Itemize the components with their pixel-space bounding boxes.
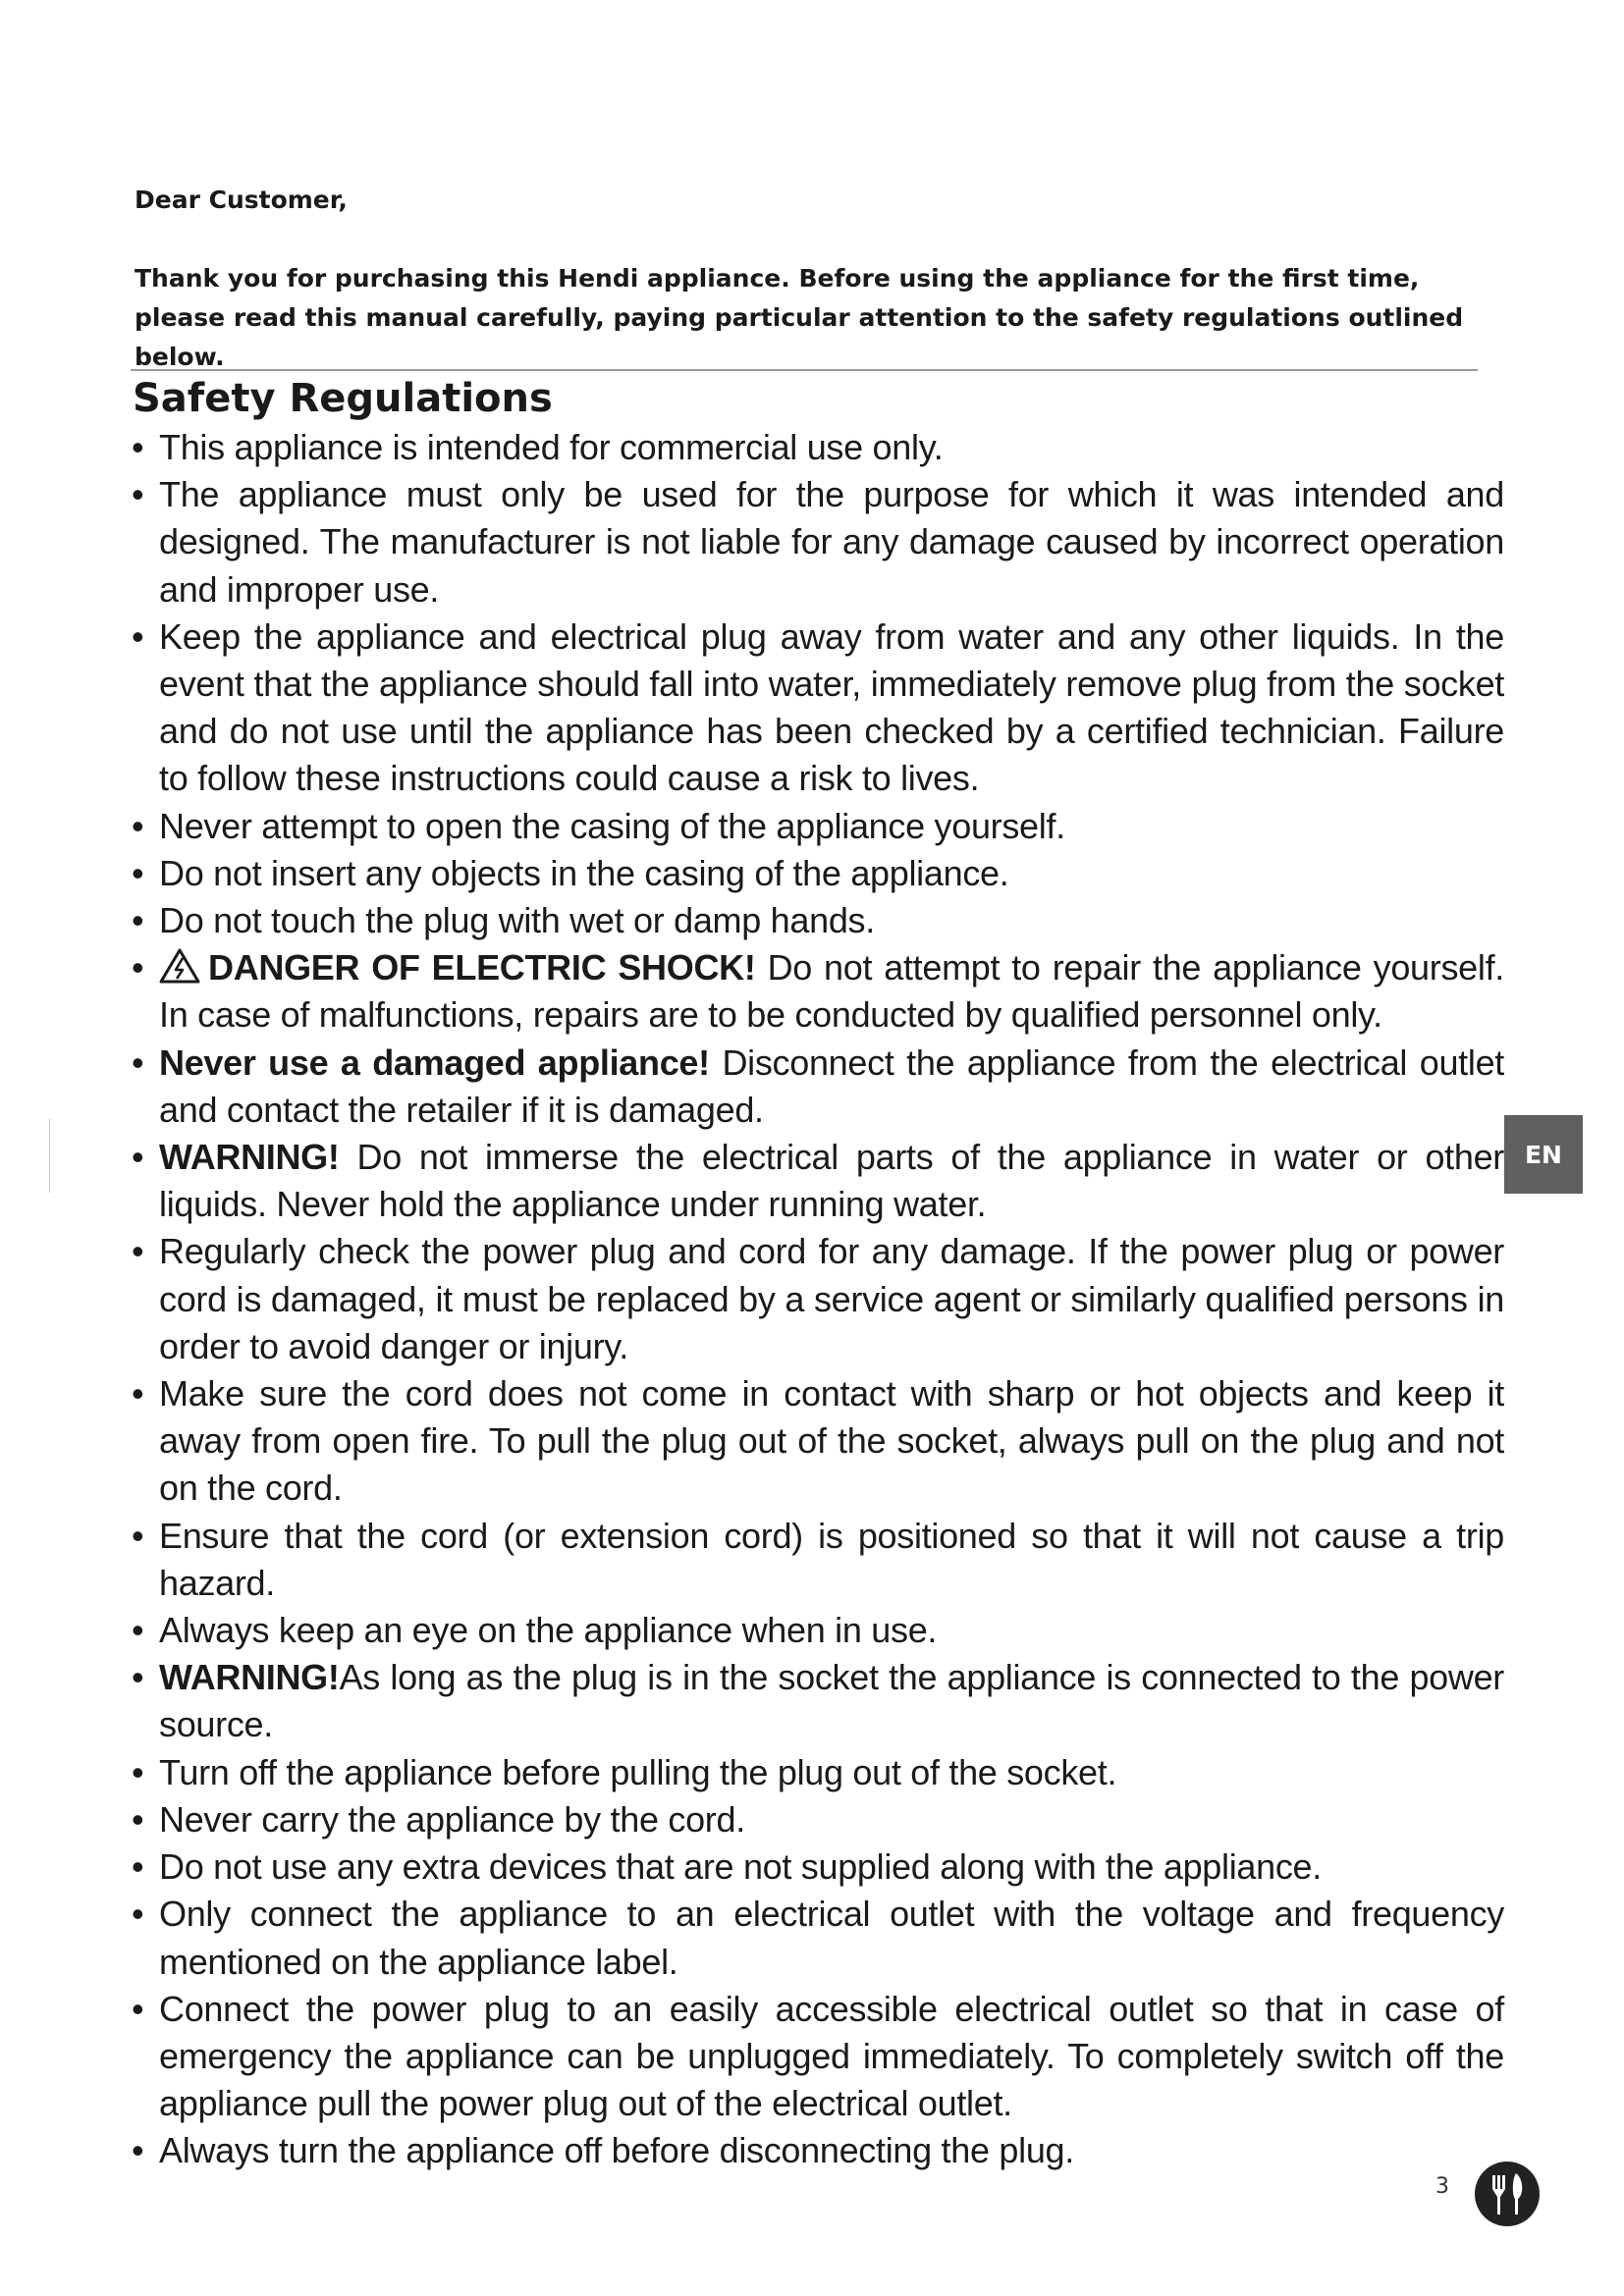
list-item [132, 1370, 1504, 1513]
item-text: Do not insert any objects in the casing of the appliance. [159, 852, 1009, 893]
bullet: • [132, 1231, 144, 1272]
list-item [132, 471, 1504, 614]
bullet: • [132, 947, 144, 988]
greeting: Dear Customer, [135, 186, 348, 214]
bullet: • [132, 1041, 144, 1083]
item-text: Disconnect the appliance from the electrical outlet and contact the retailer if it is damaged. [159, 1041, 1504, 1130]
bullet: • [132, 1798, 144, 1840]
item-lead: WARNING! [159, 1657, 340, 1698]
bullet: • [132, 1846, 144, 1888]
item-text: Always turn the appliance off before disconnecting the plug. [159, 2130, 1074, 2171]
list-item [132, 1843, 1504, 1891]
item-lead: WARNING! [159, 1137, 340, 1178]
list-item [132, 850, 1504, 897]
bullet: • [132, 427, 144, 467]
list-item [132, 803, 1504, 850]
item-text: Only connect the appliance to an electrical outlet with the voltage and frequency mentioned on the appliance label. [159, 1894, 1504, 1982]
list-item [132, 1513, 1504, 1607]
electric-shock-warning-icon [159, 948, 200, 984]
bullet: • [132, 474, 144, 515]
item-text: Regularly check the power plug and cord for any damage. If the power plug or power cord is damaged, it must be replaced by a service agent or similarly qualified persons in order to avoid danger or injury. [159, 1231, 1504, 1366]
list-item [132, 1040, 1504, 1134]
list-item [132, 1986, 1504, 2128]
list-item [132, 1228, 1504, 1370]
item-text: Do not attempt to repair the appliance yourself. In case of malfunctions, repairs are to be conducted by qualified personnel only. [159, 947, 1504, 1036]
item-text: Do not immerse the electrical parts of the appliance in water or other liquids. Never hold the appliance under running water. [159, 1137, 1504, 1225]
margin-mark [49, 1119, 50, 1193]
list-item [132, 944, 1504, 1039]
item-text: Always keep an eye on the appliance when in use. [159, 1610, 938, 1651]
item-text: Ensure that the cord (or extension cord) is positioned so that it will not cause a trip hazard. [159, 1515, 1504, 1603]
item-text: Make sure the cord does not come in contact with sharp or hot objects and keep it away from open fire. To pull the plug out of the socket, always pull on the plug and not on the cord. [159, 1373, 1504, 1509]
item-text: Do not use any extra devices that are not supplied along with the appliance. [159, 1846, 1322, 1888]
list-item [132, 1891, 1504, 1985]
bullet: • [132, 1751, 144, 1792]
list-item [132, 1749, 1504, 1796]
page-number: 3 [1435, 2174, 1449, 2199]
list-item [132, 1134, 1504, 1228]
item-lead: Never use a damaged appliance! [159, 1041, 710, 1083]
bullet: • [132, 1373, 144, 1415]
item-text: Do not touch the plug with wet or damp hands. [159, 900, 875, 941]
bullet: • [132, 615, 144, 657]
item-text: Connect the power plug to an easily accessible electrical outlet so that in case of emergency the appliance can be unplugged immediately. To completely switch off the appliance pull the power plug out of the electrical outlet. [159, 1988, 1504, 2124]
list-item [132, 2127, 1504, 2174]
section-heading: Safety Regulations [133, 376, 553, 421]
item-text: This appliance is intended for commercial use only. [159, 427, 944, 467]
bullet: • [132, 852, 144, 893]
list-item [132, 614, 1504, 803]
language-tab: EN [1504, 1115, 1583, 1194]
item-text: Turn off the appliance before pulling the plug out of the socket. [159, 1751, 1117, 1792]
bullet: • [132, 805, 144, 846]
item-text: As long as the plug is in the socket the appliance is connected to the power source. [159, 1657, 1504, 1745]
item-text: The appliance must only be used for the purpose for which it was intended and designed. The manufacturer is not liable for any damage caused by incorrect operation and improper use. [159, 474, 1504, 610]
bullet: • [132, 1988, 144, 2029]
item-lead: DANGER OF ELECTRIC SHOCK! [208, 947, 756, 988]
safety-rules-list [132, 424, 1504, 2175]
list-item [132, 1796, 1504, 1843]
bullet: • [132, 1657, 144, 1698]
item-text: Keep the appliance and electrical plug away from water and any other liquids. In the event that the appliance should fall into water, immediately remove plug from the socket and do not use until the appliance has been checked by a certified technician. Failure to follow these instructions could cause a risk to lives. [159, 615, 1504, 799]
list-item [132, 897, 1504, 944]
intro-paragraph: Thank you for purchasing this Hendi appliance. Before using the appliance for the first time, please read this manual carefully, paying particular attention to the safety regulations outlined below. [135, 264, 1464, 371]
list-item [132, 1607, 1504, 1654]
bullet: • [132, 1137, 144, 1178]
item-text: Never carry the appliance by the cord. [159, 1798, 745, 1840]
cutlery-logo-icon [1473, 2160, 1542, 2228]
list-item [132, 1654, 1504, 1748]
item-text: Never attempt to open the casing of the appliance yourself. [159, 805, 1065, 846]
bullet: • [132, 1515, 144, 1556]
list-item [132, 424, 1504, 471]
bullet: • [132, 1610, 144, 1651]
bullet: • [132, 1894, 144, 1935]
bullet: • [132, 900, 144, 941]
bullet: • [132, 2130, 144, 2171]
